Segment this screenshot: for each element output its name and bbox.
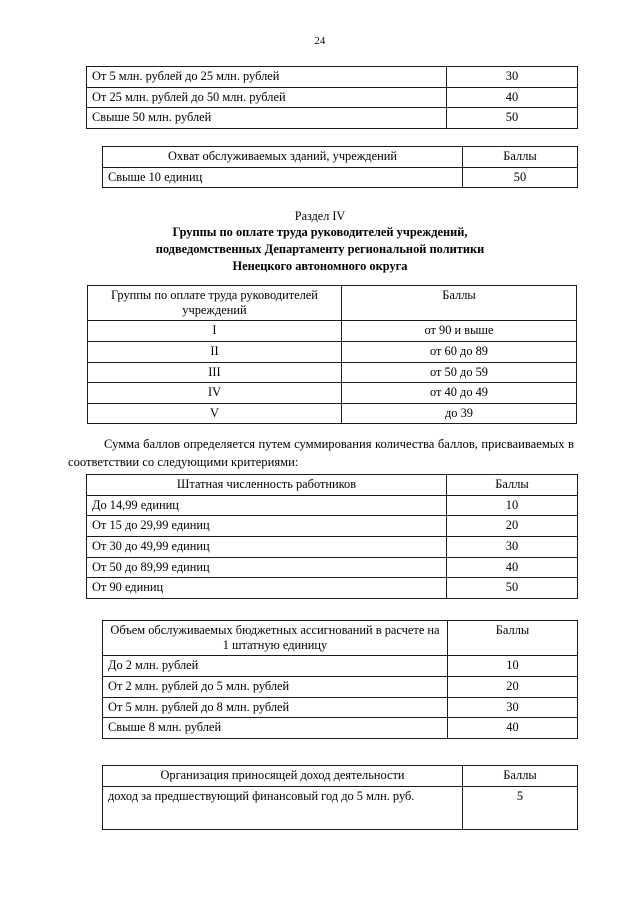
- funding-score: 30: [447, 67, 578, 88]
- pay-group-score: от 60 до 89: [342, 341, 577, 362]
- allocations-score: 30: [448, 697, 578, 718]
- allocations-score: 10: [448, 656, 578, 677]
- table-row: [103, 676, 578, 697]
- staff-score: 50: [447, 578, 578, 599]
- pay-group-label: IV: [88, 383, 342, 404]
- table-row: [87, 536, 578, 557]
- table-row: [87, 578, 578, 599]
- funding-label: От 25 млн. рублей до 50 млн. рублей: [87, 87, 447, 108]
- table-row: [87, 108, 578, 129]
- table-row: [103, 697, 578, 718]
- income-label: доход за предшествующий финансовый год до 5 млн. руб.: [103, 786, 463, 829]
- pay-groups-header-score: Баллы: [342, 286, 577, 321]
- allocations-label: От 2 млн. рублей до 5 млн. рублей: [103, 676, 448, 697]
- funding-label: Свыше 50 млн. рублей: [87, 108, 447, 129]
- allocations-header-label-line-1: Объем обслуживаемых бюджетных ассигнований в: [110, 623, 382, 637]
- table-staff-headcount: [86, 474, 578, 599]
- buildings-score: 50: [463, 167, 578, 188]
- staff-label: От 30 до 49,99 единиц: [87, 536, 447, 557]
- funding-label: От 5 млн. рублей до 25 млн. рублей: [87, 67, 447, 88]
- staff-label: До 14,99 единиц: [87, 495, 447, 516]
- table-budget-allocations: [102, 620, 578, 739]
- table-pay-groups: [87, 285, 577, 424]
- pay-group-label: I: [88, 321, 342, 342]
- allocations-header-score: Баллы: [448, 621, 578, 656]
- staff-label: От 50 до 89,99 единиц: [87, 557, 447, 578]
- table-header-row: [103, 621, 578, 656]
- allocations-score: 40: [448, 718, 578, 739]
- allocations-score: 20: [448, 676, 578, 697]
- table-row: [87, 495, 578, 516]
- table-row: [103, 656, 578, 677]
- table-row: [88, 362, 577, 383]
- pay-group-label: III: [88, 362, 342, 383]
- pay-groups-header-label: [88, 286, 342, 321]
- table-row: [87, 87, 578, 108]
- income-score: 5: [463, 786, 578, 829]
- buildings-header-label: Охват обслуживаемых зданий, учреждений: [103, 147, 463, 168]
- allocations-label: До 2 млн. рублей: [103, 656, 448, 677]
- table-row: [103, 167, 578, 188]
- income-header-label: Организация приносящей доход деятельности: [103, 766, 463, 787]
- pay-groups-header-label-line-1: Группы по оплате труда руководителей: [111, 288, 318, 302]
- table-row: [87, 557, 578, 578]
- funding-score: 40: [447, 87, 578, 108]
- table-row: [88, 321, 577, 342]
- table-header-row: [103, 766, 578, 787]
- staff-header-label: Штатная численность работников: [87, 475, 447, 496]
- table-row: [88, 403, 577, 424]
- section-heading-block: [0, 208, 640, 275]
- buildings-header-score: Баллы: [463, 147, 578, 168]
- table-row: [103, 718, 578, 739]
- staff-score: 40: [447, 557, 578, 578]
- staff-label: От 90 единиц: [87, 578, 447, 599]
- staff-score: 30: [447, 536, 578, 557]
- allocations-label: Свыше 8 млн. рублей: [103, 718, 448, 739]
- staff-score: 10: [447, 495, 578, 516]
- pay-group-score: от 40 до 49: [342, 383, 577, 404]
- table-header-row: [103, 147, 578, 168]
- pay-group-label: II: [88, 341, 342, 362]
- table-row: [103, 786, 578, 829]
- section-title-line-3: Ненецкого автономного округа: [232, 258, 408, 273]
- section-title-line-2: подведомственных Департаменту региональной политики: [155, 241, 485, 256]
- section-label: Раздел IV: [294, 209, 346, 223]
- page-number: 24: [314, 36, 326, 47]
- pay-group-label: V: [88, 403, 342, 424]
- pay-group-score: до 39: [342, 403, 577, 424]
- table-header-row: [87, 475, 578, 496]
- pay-groups-header-label-line-2: учреждений: [182, 302, 247, 317]
- table-row: [88, 383, 577, 404]
- allocations-header-label: [103, 621, 448, 656]
- table-row: [87, 67, 578, 88]
- funding-score: 50: [447, 108, 578, 129]
- table-income-activity: [102, 765, 578, 830]
- staff-header-score: Баллы: [447, 475, 578, 496]
- pay-group-score: от 90 и выше: [342, 321, 577, 342]
- income-header-score: Баллы: [463, 766, 578, 787]
- allocations-label: От 5 млн. рублей до 8 млн. рублей: [103, 697, 448, 718]
- table-row: [87, 516, 578, 537]
- buildings-label: Свыше 10 единиц: [103, 167, 463, 188]
- table-funding-ranges: [86, 66, 578, 129]
- allocations-header-label-line-2: расчете на 1 штатную единицу: [222, 623, 440, 652]
- staff-score: 20: [447, 516, 578, 537]
- table-header-row: [88, 286, 577, 321]
- table-buildings-coverage: [102, 146, 578, 188]
- section-title-line-1: Группы по оплате труда руководителей учреждений,: [172, 225, 468, 240]
- table-row: [88, 341, 577, 362]
- pay-group-score: от 50 до 59: [342, 362, 577, 383]
- staff-label: От 15 до 29,99 единиц: [87, 516, 447, 537]
- criteria-paragraph: Сумма баллов определяется путем суммирования количества баллов, присваиваемых в соответствии со следующими критериями:: [68, 437, 574, 469]
